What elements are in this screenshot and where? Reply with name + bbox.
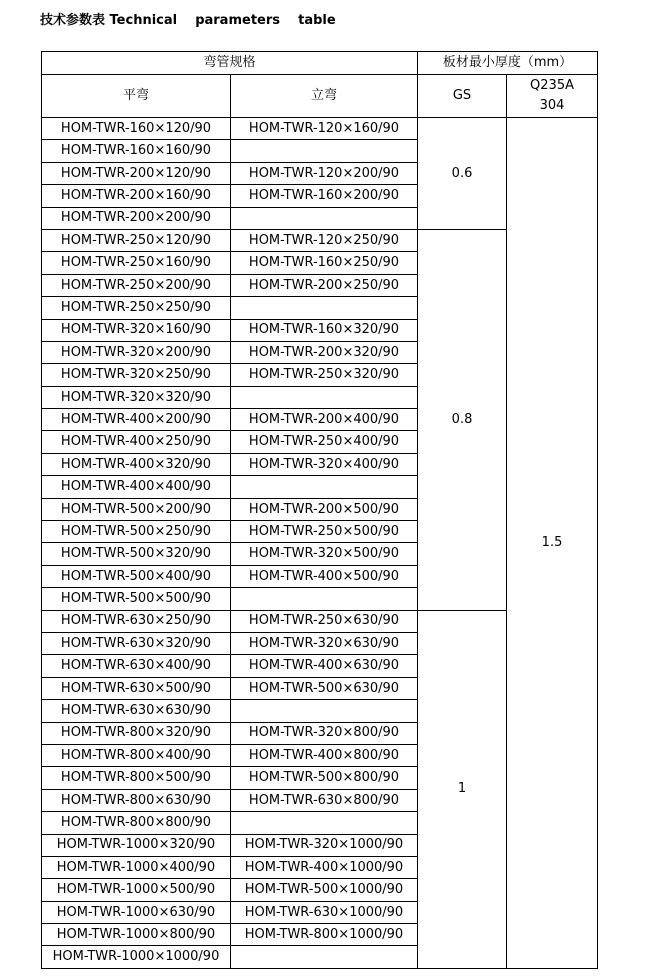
flat-bend-cell: HOM-TWR-630×400/90 xyxy=(42,655,231,677)
flat-bend-cell: HOM-TWR-200×200/90 xyxy=(42,207,231,229)
vertical-bend-cell: HOM-TWR-320×630/90 xyxy=(231,632,418,654)
flat-bend-cell: HOM-TWR-250×160/90 xyxy=(42,252,231,274)
material-thickness-cell: 1.5 xyxy=(507,118,598,969)
vertical-bend-cell: HOM-TWR-320×400/90 xyxy=(231,453,418,475)
vertical-bend-cell xyxy=(231,207,418,229)
vertical-bend-cell: HOM-TWR-400×800/90 xyxy=(231,744,418,766)
flat-bend-cell: HOM-TWR-250×120/90 xyxy=(42,229,231,251)
material-header-line1: Q235A xyxy=(530,78,574,93)
vertical-bend-header: 立弯 xyxy=(231,75,418,118)
flat-bend-cell: HOM-TWR-1000×320/90 xyxy=(42,834,231,856)
flat-bend-cell: HOM-TWR-630×250/90 xyxy=(42,610,231,632)
flat-bend-cell: HOM-TWR-800×800/90 xyxy=(42,812,231,834)
flat-bend-cell: HOM-TWR-400×200/90 xyxy=(42,409,231,431)
gs-thickness-cell: 0.8 xyxy=(418,229,507,610)
flat-bend-cell: HOM-TWR-320×160/90 xyxy=(42,319,231,341)
flat-bend-cell: HOM-TWR-500×400/90 xyxy=(42,565,231,587)
header-row-2 xyxy=(42,75,598,118)
flat-bend-cell: HOM-TWR-500×320/90 xyxy=(42,543,231,565)
flat-bend-cell: HOM-TWR-400×250/90 xyxy=(42,431,231,453)
vertical-bend-cell xyxy=(231,386,418,408)
flat-bend-cell: HOM-TWR-1000×400/90 xyxy=(42,856,231,878)
vertical-bend-cell: HOM-TWR-120×160/90 xyxy=(231,118,418,140)
vertical-bend-cell xyxy=(231,946,418,968)
vertical-bend-cell xyxy=(231,588,418,610)
vertical-bend-cell: HOM-TWR-160×320/90 xyxy=(231,319,418,341)
material-header-line2: 304 xyxy=(539,98,565,113)
flat-bend-cell: HOM-TWR-630×630/90 xyxy=(42,700,231,722)
vertical-bend-cell: HOM-TWR-320×800/90 xyxy=(231,722,418,744)
flat-bend-cell: HOM-TWR-500×200/90 xyxy=(42,498,231,520)
flat-bend-cell: HOM-TWR-320×250/90 xyxy=(42,364,231,386)
flat-bend-cell: HOM-TWR-630×500/90 xyxy=(42,677,231,699)
flat-bend-cell: HOM-TWR-250×250/90 xyxy=(42,297,231,319)
flat-bend-cell: HOM-TWR-160×160/90 xyxy=(42,140,231,162)
vertical-bend-cell xyxy=(231,700,418,722)
flat-bend-cell: HOM-TWR-1000×800/90 xyxy=(42,924,231,946)
vertical-bend-cell: HOM-TWR-320×1000/90 xyxy=(231,834,418,856)
vertical-bend-cell: HOM-TWR-500×800/90 xyxy=(231,767,418,789)
vertical-bend-cell: HOM-TWR-250×400/90 xyxy=(231,431,418,453)
vertical-bend-cell: HOM-TWR-400×630/90 xyxy=(231,655,418,677)
vertical-bend-cell: HOM-TWR-800×1000/90 xyxy=(231,924,418,946)
flat-bend-cell: HOM-TWR-800×500/90 xyxy=(42,767,231,789)
vertical-bend-cell: HOM-TWR-200×320/90 xyxy=(231,341,418,363)
flat-bend-cell: HOM-TWR-1000×630/90 xyxy=(42,901,231,923)
flat-bend-cell: HOM-TWR-800×630/90 xyxy=(42,789,231,811)
table-row xyxy=(42,118,598,140)
vertical-bend-cell: HOM-TWR-200×400/90 xyxy=(231,409,418,431)
material-header xyxy=(507,75,598,118)
vertical-bend-cell: HOM-TWR-250×500/90 xyxy=(231,521,418,543)
vertical-bend-cell: HOM-TWR-250×630/90 xyxy=(231,610,418,632)
flat-bend-header: 平弯 xyxy=(42,75,231,118)
flat-bend-cell: HOM-TWR-1000×500/90 xyxy=(42,879,231,901)
vertical-bend-cell: HOM-TWR-630×1000/90 xyxy=(231,901,418,923)
vertical-bend-cell: HOM-TWR-160×200/90 xyxy=(231,185,418,207)
vertical-bend-cell xyxy=(231,297,418,319)
vertical-bend-cell: HOM-TWR-160×250/90 xyxy=(231,252,418,274)
flat-bend-cell: HOM-TWR-400×320/90 xyxy=(42,453,231,475)
vertical-bend-cell: HOM-TWR-500×630/90 xyxy=(231,677,418,699)
vertical-bend-cell: HOM-TWR-400×500/90 xyxy=(231,565,418,587)
flat-bend-cell: HOM-TWR-800×320/90 xyxy=(42,722,231,744)
flat-bend-cell: HOM-TWR-320×320/90 xyxy=(42,386,231,408)
flat-bend-cell: HOM-TWR-500×250/90 xyxy=(42,521,231,543)
vertical-bend-cell xyxy=(231,812,418,834)
flat-bend-cell: HOM-TWR-250×200/90 xyxy=(42,274,231,296)
page-title: 技术参数表 Technical parameters table xyxy=(40,13,336,28)
gs-thickness-cell: 1 xyxy=(418,610,507,968)
flat-bend-cell: HOM-TWR-200×160/90 xyxy=(42,185,231,207)
bend-spec-header: 弯管规格 xyxy=(42,52,418,75)
header-row-1 xyxy=(42,52,598,75)
gs-header: GS xyxy=(418,75,507,118)
vertical-bend-cell xyxy=(231,140,418,162)
vertical-bend-cell: HOM-TWR-120×200/90 xyxy=(231,162,418,184)
vertical-bend-cell: HOM-TWR-320×500/90 xyxy=(231,543,418,565)
flat-bend-cell: HOM-TWR-800×400/90 xyxy=(42,744,231,766)
min-thickness-header: 板材最小厚度（mm） xyxy=(418,52,598,75)
vertical-bend-cell: HOM-TWR-200×500/90 xyxy=(231,498,418,520)
flat-bend-cell: HOM-TWR-320×200/90 xyxy=(42,341,231,363)
vertical-bend-cell: HOM-TWR-500×1000/90 xyxy=(231,879,418,901)
flat-bend-cell: HOM-TWR-1000×1000/90 xyxy=(42,946,231,968)
gs-thickness-cell: 0.6 xyxy=(418,118,507,230)
vertical-bend-cell: HOM-TWR-250×320/90 xyxy=(231,364,418,386)
vertical-bend-cell: HOM-TWR-630×800/90 xyxy=(231,789,418,811)
vertical-bend-cell: HOM-TWR-120×250/90 xyxy=(231,229,418,251)
flat-bend-cell: HOM-TWR-500×500/90 xyxy=(42,588,231,610)
flat-bend-cell: HOM-TWR-400×400/90 xyxy=(42,476,231,498)
vertical-bend-cell xyxy=(231,476,418,498)
flat-bend-cell: HOM-TWR-200×120/90 xyxy=(42,162,231,184)
parameters-table-body xyxy=(42,52,598,969)
parameters-table xyxy=(41,51,598,969)
vertical-bend-cell: HOM-TWR-400×1000/90 xyxy=(231,856,418,878)
vertical-bend-cell: HOM-TWR-200×250/90 xyxy=(231,274,418,296)
flat-bend-cell: HOM-TWR-630×320/90 xyxy=(42,632,231,654)
flat-bend-cell: HOM-TWR-160×120/90 xyxy=(42,118,231,140)
